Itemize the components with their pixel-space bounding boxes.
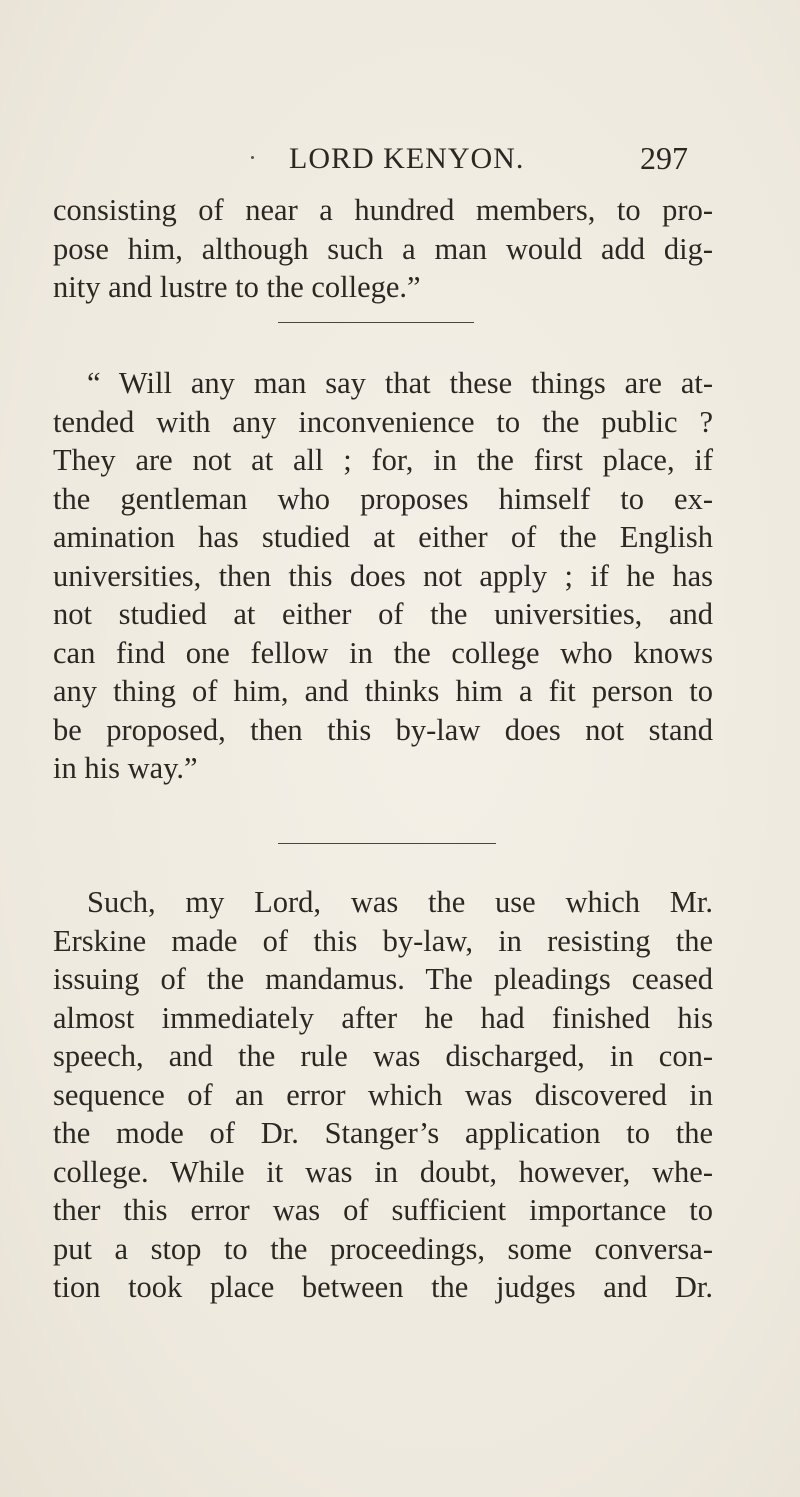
text-line: tion took place between the judges and Dr. xyxy=(53,1270,713,1304)
text-line: universities, then this does not apply ; if he has xyxy=(53,558,713,593)
text-line: almost immediately after he had finished his xyxy=(53,1000,713,1035)
paragraph-3 xyxy=(53,883,713,1307)
text-line: sequence of an error which was discovered in xyxy=(53,1077,713,1112)
text-line: consisting of near a hundred members, to pro- xyxy=(53,193,713,227)
text-line: tended with any inconvenience to the public ? xyxy=(53,404,713,439)
paragraph-2 xyxy=(53,364,713,788)
section-divider xyxy=(278,322,474,323)
text-line: any thing of him, and thinks him a fit person to xyxy=(53,674,713,708)
text-line: They are not at all ; for, in the first place, if xyxy=(53,443,713,477)
text-line: can find one fellow in the college who knows xyxy=(53,635,713,670)
text-line: not studied at either of the universities, and xyxy=(53,597,713,631)
text-line: the mode of Dr. Stanger’s application to the xyxy=(53,1116,713,1150)
text-line: speech, and the rule was discharged, in con- xyxy=(53,1039,713,1073)
text-line: pose him, although such a man would add dig- xyxy=(53,231,713,266)
section-divider xyxy=(278,843,496,844)
running-head-title: LORD KENYON. xyxy=(289,142,525,175)
text-line: ther this error was of sufficient importance to xyxy=(53,1193,713,1227)
text-line: amination has studied at either of the English xyxy=(53,520,713,554)
paragraph-1 xyxy=(53,191,713,307)
page-number: 297 xyxy=(640,140,688,176)
running-head xyxy=(0,136,800,176)
text-line: the gentleman who proposes himself to ex- xyxy=(53,481,713,516)
text-line: “ Will any man say that these things are at- xyxy=(87,366,713,400)
text-line: put a stop to the proceedings, some conversa- xyxy=(53,1231,713,1266)
text-line: Such, my Lord, was the use which Mr. xyxy=(87,885,713,919)
text-line: Erskine made of this by-law, in resisting the xyxy=(53,923,713,958)
text-line: college. While it was in doubt, however, whe- xyxy=(53,1154,713,1189)
text-line: nity and lustre to the college.” xyxy=(53,270,421,304)
text-line: in his way.” xyxy=(53,751,198,785)
text-line: be proposed, then this by-law does not stand xyxy=(53,712,713,747)
text-line: issuing of the mandamus. The pleadings ceased xyxy=(53,962,713,996)
ornament-dot xyxy=(251,156,254,159)
